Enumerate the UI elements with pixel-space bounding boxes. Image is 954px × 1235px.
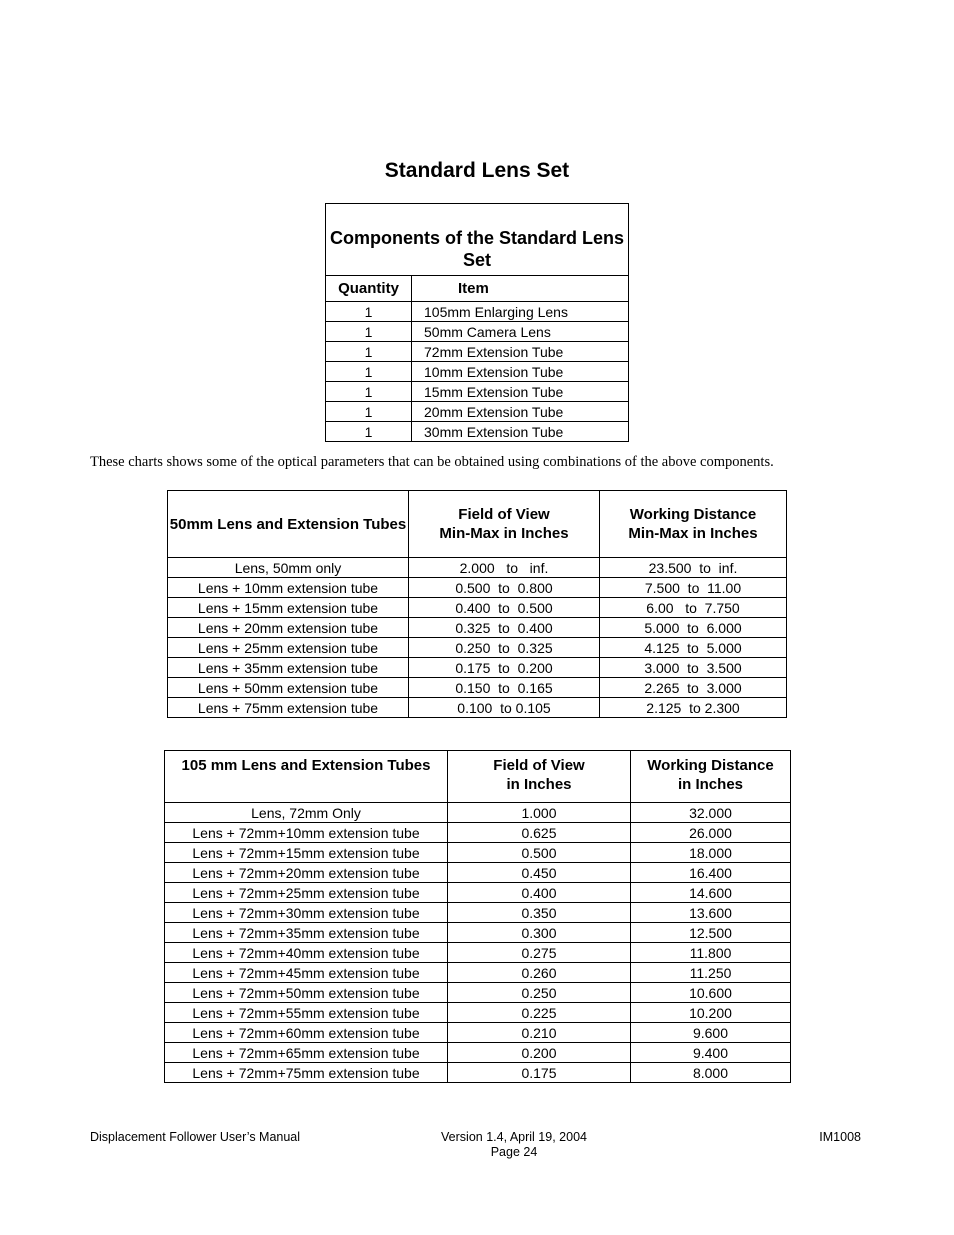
table-row: [165, 823, 791, 843]
table-row: [168, 698, 787, 718]
table-cell: Lens, 72mm Only: [165, 803, 448, 823]
quantity-cell: 1: [326, 382, 412, 402]
table-cell: 0.175: [448, 1063, 631, 1083]
table-row: [165, 883, 791, 903]
table-cell: Lens + 72mm+75mm extension tube: [165, 1063, 448, 1083]
table-cell: 0.625: [448, 823, 631, 843]
table-row: [168, 558, 787, 578]
table-cell: Lens + 72mm+40mm extension tube: [165, 943, 448, 963]
table-row: [165, 863, 791, 883]
table-cell: Lens + 72mm+55mm extension tube: [165, 1003, 448, 1023]
table-cell: Lens + 10mm extension tube: [168, 578, 409, 598]
table-cell: 0.400 to 0.500: [409, 598, 600, 618]
table-cell: 26.000: [631, 823, 791, 843]
quantity-cell: 1: [326, 302, 412, 322]
footer-page-number: Page 24: [490, 1145, 538, 1159]
table-cell: Lens + 35mm extension tube: [168, 658, 409, 678]
table-cell: Lens + 72mm+15mm extension tube: [165, 843, 448, 863]
table-row: [326, 422, 629, 442]
table-cell: 0.250 to 0.325: [409, 638, 600, 658]
table-row: [165, 1063, 791, 1083]
table-cell: Lens + 20mm extension tube: [168, 618, 409, 638]
table-cell: 0.175 to 0.200: [409, 658, 600, 678]
table-cell: 32.000: [631, 803, 791, 823]
table-cell: 5.000 to 6.000: [600, 618, 787, 638]
table-cell: 0.100 to 0.105: [409, 698, 600, 718]
table-cell: 10.200: [631, 1003, 791, 1023]
item-cell: 15mm Extension Tube: [412, 382, 629, 402]
table-row: [165, 903, 791, 923]
quantity-column-header: Quantity: [326, 276, 412, 302]
footer-version: Version 1.4, April 19, 2004: [441, 1130, 587, 1144]
page-title: Standard Lens Set: [384, 159, 570, 182]
table-cell: 0.325 to 0.400: [409, 618, 600, 638]
header-row: [168, 491, 787, 558]
item-cell: 72mm Extension Tube: [412, 342, 629, 362]
table-cell: Lens, 50mm only: [168, 558, 409, 578]
table-row: [165, 1023, 791, 1043]
components-table-caption: Components of the Standard Lens Set: [326, 204, 629, 276]
table-cell: Lens + 72mm+25mm extension tube: [165, 883, 448, 903]
table-row: [168, 678, 787, 698]
quantity-cell: 1: [326, 362, 412, 382]
column-header: Field of View Min-Max in Inches: [409, 491, 600, 558]
table-cell: 0.200: [448, 1043, 631, 1063]
quantity-cell: 1: [326, 402, 412, 422]
table-row: [326, 302, 629, 322]
table-row: [168, 598, 787, 618]
table-cell: 9.600: [631, 1023, 791, 1043]
item-cell: 50mm Camera Lens: [412, 322, 629, 342]
table-row: [168, 658, 787, 678]
quantity-cell: 1: [326, 342, 412, 362]
header-row: [165, 751, 791, 803]
lens-50mm-table: [167, 490, 787, 718]
table-row: [165, 843, 791, 863]
table-cell: 0.300: [448, 923, 631, 943]
table-cell: Lens + 25mm extension tube: [168, 638, 409, 658]
table-row: [168, 578, 787, 598]
table-cell: Lens + 72mm+65mm extension tube: [165, 1043, 448, 1063]
table-cell: 9.400: [631, 1043, 791, 1063]
table-cell: 10.600: [631, 983, 791, 1003]
table-cell: Lens + 15mm extension tube: [168, 598, 409, 618]
quantity-cell: 1: [326, 322, 412, 342]
table-row: [165, 943, 791, 963]
table-row: [326, 362, 629, 382]
table-cell: 18.000: [631, 843, 791, 863]
table-cell: 8.000: [631, 1063, 791, 1083]
table-cell: 0.150 to 0.165: [409, 678, 600, 698]
table-cell: 0.450: [448, 863, 631, 883]
table-row: [165, 983, 791, 1003]
table-row: [326, 382, 629, 402]
table-cell: 13.600: [631, 903, 791, 923]
table-cell: Lens + 50mm extension tube: [168, 678, 409, 698]
table-cell: 14.600: [631, 883, 791, 903]
table-cell: Lens + 72mm+60mm extension tube: [165, 1023, 448, 1043]
table-cell: 0.250: [448, 983, 631, 1003]
item-cell: 10mm Extension Tube: [412, 362, 629, 382]
table-cell: Lens + 72mm+50mm extension tube: [165, 983, 448, 1003]
table-cell: 2.000 to inf.: [409, 558, 600, 578]
table-cell: 2.125 to 2.300: [600, 698, 787, 718]
column-header: Working Distance in Inches: [631, 751, 791, 803]
table-row: [326, 322, 629, 342]
table-row: [165, 923, 791, 943]
table-row: [326, 342, 629, 362]
table-cell: 0.225: [448, 1003, 631, 1023]
table-cell: 4.125 to 5.000: [600, 638, 787, 658]
item-cell: 105mm Enlarging Lens: [412, 302, 629, 322]
table-row: [168, 618, 787, 638]
table-cell: Lens + 72mm+10mm extension tube: [165, 823, 448, 843]
table-cell: 23.500 to inf.: [600, 558, 787, 578]
table-cell: Lens + 72mm+45mm extension tube: [165, 963, 448, 983]
table-row: [165, 803, 791, 823]
table-cell: 12.500: [631, 923, 791, 943]
components-table: [325, 203, 629, 442]
table-cell: 11.250: [631, 963, 791, 983]
footer-doc-id: IM1008: [819, 1130, 861, 1144]
column-header: Working Distance Min-Max in Inches: [600, 491, 787, 558]
quantity-cell: 1: [326, 422, 412, 442]
table-cell: Lens + 72mm+20mm extension tube: [165, 863, 448, 883]
table-row: [168, 638, 787, 658]
item-column-header: Item: [412, 276, 629, 302]
item-cell: 30mm Extension Tube: [412, 422, 629, 442]
table-row: [165, 1003, 791, 1023]
table-cell: 0.275: [448, 943, 631, 963]
table-cell: 0.400: [448, 883, 631, 903]
table-cell: 0.500: [448, 843, 631, 863]
footer-manual-title: Displacement Follower User’s Manual: [90, 1130, 301, 1144]
table-cell: 16.400: [631, 863, 791, 883]
column-header: Field of View in Inches: [448, 751, 631, 803]
table-cell: 11.800: [631, 943, 791, 963]
column-header: 105 mm Lens and Extension Tubes: [165, 751, 448, 803]
table-row: [165, 1043, 791, 1063]
lens-105mm-table: [164, 750, 791, 1083]
table-cell: 6.00 to 7.750: [600, 598, 787, 618]
table-cell: 1.000: [448, 803, 631, 823]
table-cell: 0.350: [448, 903, 631, 923]
column-header: 50mm Lens and Extension Tubes: [168, 491, 409, 558]
intro-paragraph: These charts shows some of the optical parameters that can be obtained using combinations of the above components.: [90, 454, 774, 470]
table-cell: Lens + 72mm+35mm extension tube: [165, 923, 448, 943]
item-cell: 20mm Extension Tube: [412, 402, 629, 422]
table-cell: 0.260: [448, 963, 631, 983]
table-cell: Lens + 72mm+30mm extension tube: [165, 903, 448, 923]
table-row: [165, 963, 791, 983]
table-cell: 7.500 to 11.00: [600, 578, 787, 598]
table-cell: 3.000 to 3.500: [600, 658, 787, 678]
table-row: [326, 402, 629, 422]
table-cell: 0.210: [448, 1023, 631, 1043]
table-cell: 0.500 to 0.800: [409, 578, 600, 598]
footer-version-page: [380, 1130, 648, 1160]
table-cell: Lens + 75mm extension tube: [168, 698, 409, 718]
table-cell: 2.265 to 3.000: [600, 678, 787, 698]
